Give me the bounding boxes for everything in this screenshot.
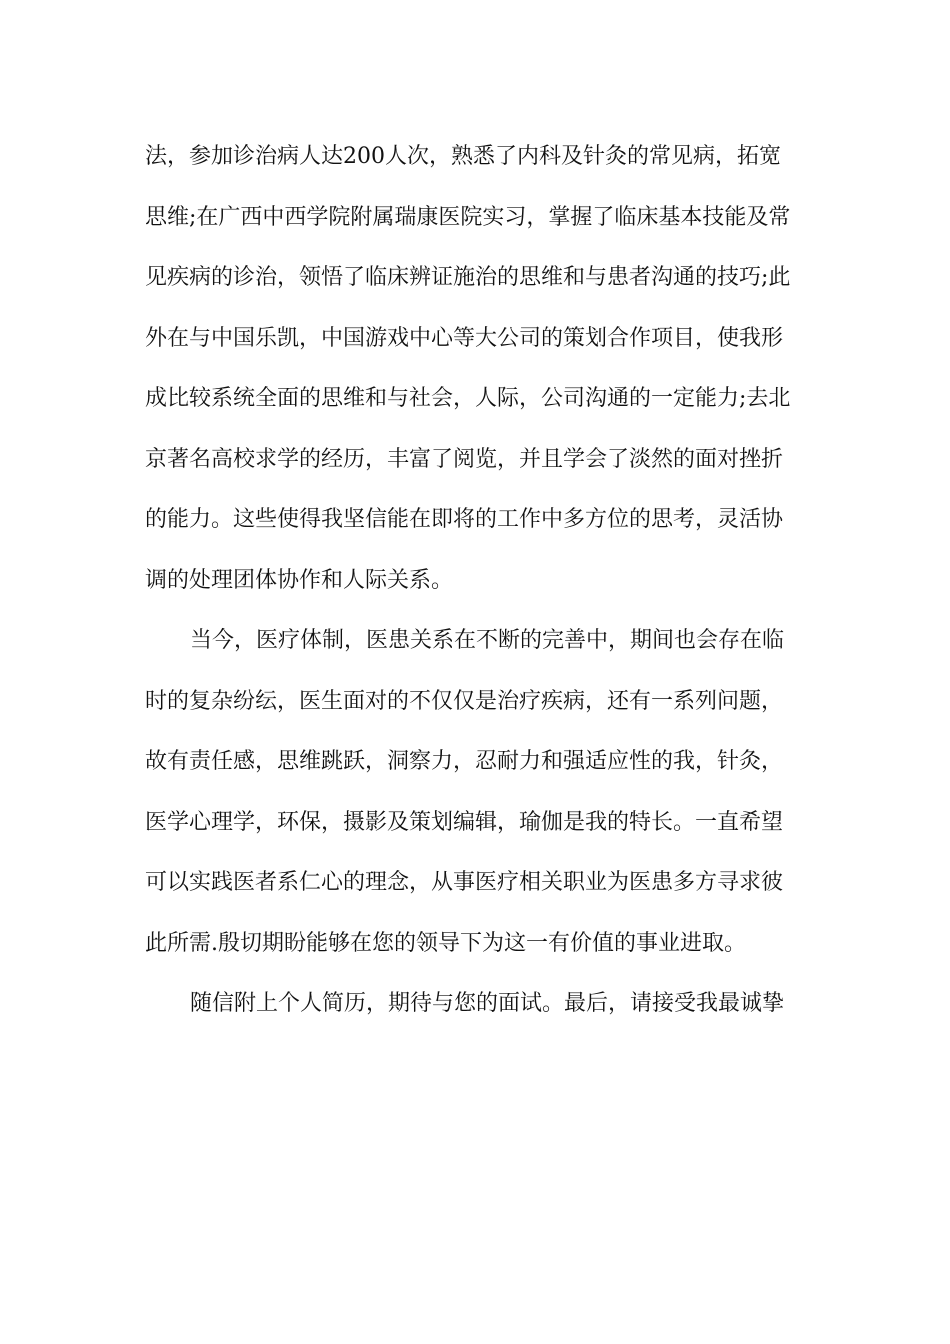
text-line: 见疾病的诊治，领悟了临床辨证施治的思维和与患者沟通的技巧;此 [145, 265, 791, 290]
body-text [145, 127, 810, 1035]
paragraph-start-line: 当今，医疗体制，医患关系在不断的完善中，期间也会存在临 [190, 628, 785, 653]
text-line: 此所需.殷切期盼能够在您的领导下为这一有价值的事业进取。 [145, 930, 746, 956]
text-line: 时的复杂纷纭，医生面对的不仅仅是治疗疾病，还有一系列问题， [145, 688, 784, 714]
paragraph-start-line: 随信附上个人简历，期待与您的面试。最后，请接受我最诚挚 [190, 991, 785, 1016]
text-line: 的能力。这些使得我坚信能在即将的工作中多方位的思考，灵活协 [145, 507, 784, 532]
text-line: 医学心理学，环保，摄影及策划编辑，瑜伽是我的特长。一直希望 [145, 809, 784, 835]
text-line: 调的处理团体协作和人际关系。 [145, 567, 454, 593]
text-line: 法，参加诊治病人达200人次，熟悉了内科及针灸的常见病，拓宽 [145, 144, 781, 169]
text-line: 故有责任感，思维跳跃，洞察力，忍耐力和强适应性的我，针灸， [145, 749, 784, 774]
text-line: 京著名高校求学的经历，丰富了阅览，并且学会了淡然的面对挫折 [145, 446, 784, 472]
text-line: 可以实践医者系仁心的理念，从事医疗相关职业为医患多方寻求彼 [145, 870, 784, 895]
text-line: 成比较系统全面的思维和与社会，人际，公司沟通的一定能力;去北 [145, 386, 791, 411]
text-line: 思维;在广西中西学院附属瑞康医院实习，掌握了临床基本技能及常 [145, 204, 791, 230]
text-line: 外在与中国乐凯，中国游戏中心等大公司的策划合作项目，使我形 [145, 325, 784, 351]
